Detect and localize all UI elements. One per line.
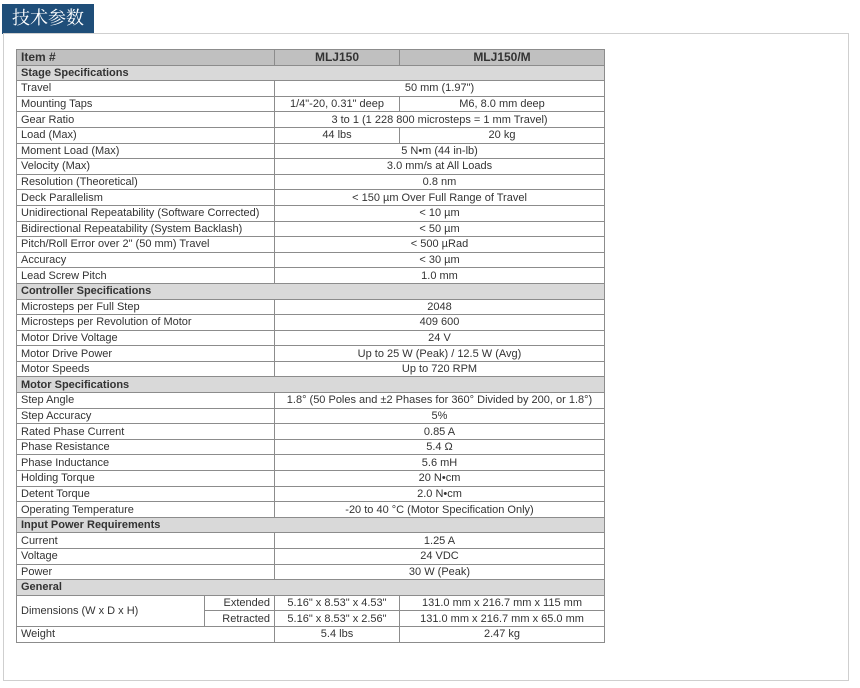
- table-row: [17, 595, 605, 611]
- row-label: Step Accuracy: [17, 408, 275, 424]
- section-header-row: [17, 283, 605, 299]
- cell-mlj150: 5.16" x 8.53" x 4.53": [275, 595, 400, 611]
- header-item: Item #: [17, 50, 275, 66]
- cell-shared: < 50 µm: [275, 221, 605, 237]
- cell-shared: < 150 µm Over Full Range of Travel: [275, 190, 605, 206]
- row-label: Lead Screw Pitch: [17, 268, 275, 284]
- cell-shared: 5.6 mH: [275, 455, 605, 471]
- table-row: [17, 502, 605, 518]
- table-row: [17, 315, 605, 331]
- table-row: [17, 361, 605, 377]
- cell-shared: 24 V: [275, 330, 605, 346]
- extended-label: Extended: [205, 595, 275, 611]
- section-title: Motor Specifications: [17, 377, 605, 393]
- cell-shared: 1.0 mm: [275, 268, 605, 284]
- cell-shared: < 500 µRad: [275, 237, 605, 253]
- cell-shared: 3 to 1 (1 228 800 microsteps = 1 mm Travel): [275, 112, 605, 128]
- table-row: [17, 112, 605, 128]
- table-row: [17, 424, 605, 440]
- cell-mlj150m: 20 kg: [400, 127, 605, 143]
- table-row: [17, 455, 605, 471]
- table-row: [17, 205, 605, 221]
- cell-shared: 20 N•cm: [275, 471, 605, 487]
- cell-shared: < 30 µm: [275, 252, 605, 268]
- retracted-label: Retracted: [205, 611, 275, 627]
- table-row: [17, 190, 605, 206]
- section-title: General: [17, 580, 605, 596]
- row-label: Detent Torque: [17, 486, 275, 502]
- row-label: Load (Max): [17, 127, 275, 143]
- row-label: Motor Drive Voltage: [17, 330, 275, 346]
- table-row: [17, 174, 605, 190]
- table-row: [17, 237, 605, 253]
- row-label: Velocity (Max): [17, 159, 275, 175]
- row-label: Step Angle: [17, 393, 275, 409]
- cell-shared: 3.0 mm/s at All Loads: [275, 159, 605, 175]
- row-label: Unidirectional Repeatability (Software Corrected): [17, 205, 275, 221]
- table-row: [17, 330, 605, 346]
- cell-shared: 5 N•m (44 in-lb): [275, 143, 605, 159]
- cell-shared: 50 mm (1.97"): [275, 81, 605, 97]
- section-title: Controller Specifications: [17, 283, 605, 299]
- cell-shared: -20 to 40 °C (Motor Specification Only): [275, 502, 605, 518]
- row-label: Phase Inductance: [17, 455, 275, 471]
- row-label: Motor Speeds: [17, 361, 275, 377]
- table-row: [17, 143, 605, 159]
- cell-mlj150: 1/4"-20, 0.31" deep: [275, 96, 400, 112]
- row-label: Mounting Taps: [17, 96, 275, 112]
- table-row: [17, 408, 605, 424]
- row-label: Operating Temperature: [17, 502, 275, 518]
- cell-mlj150: 5.4 lbs: [275, 626, 400, 642]
- cell-mlj150: 5.16" x 8.53" x 2.56": [275, 611, 400, 627]
- table-row: [17, 252, 605, 268]
- cell-shared: 1.8° (50 Poles and ±2 Phases for 360° Divided by 200, or 1.8°): [275, 393, 605, 409]
- cell-shared: 0.85 A: [275, 424, 605, 440]
- row-label: Phase Resistance: [17, 439, 275, 455]
- section-header-row: [17, 580, 605, 596]
- table-row: [17, 299, 605, 315]
- table-row: [17, 346, 605, 362]
- table-row: [17, 486, 605, 502]
- table-row: [17, 439, 605, 455]
- row-label: Bidirectional Repeatability (System Backlash): [17, 221, 275, 237]
- section-header-row: [17, 517, 605, 533]
- table-row: [17, 268, 605, 284]
- header-mlj150m: MLJ150/M: [400, 50, 605, 66]
- table-row: [17, 564, 605, 580]
- cell-shared: 0.8 nm: [275, 174, 605, 190]
- cell-mlj150: 44 lbs: [275, 127, 400, 143]
- row-label: Resolution (Theoretical): [17, 174, 275, 190]
- cell-mlj150m: 131.0 mm x 216.7 mm x 115 mm: [400, 595, 605, 611]
- table-row: [17, 96, 605, 112]
- table-row: [17, 81, 605, 97]
- cell-shared: Up to 25 W (Peak) / 12.5 W (Avg): [275, 346, 605, 362]
- spec-table: [16, 49, 605, 643]
- row-label: Holding Torque: [17, 471, 275, 487]
- table-row: [17, 549, 605, 565]
- header-mlj150: MLJ150: [275, 50, 400, 66]
- row-label: Voltage: [17, 549, 275, 565]
- row-label: Gear Ratio: [17, 112, 275, 128]
- section-header-row: [17, 65, 605, 81]
- row-label: Pitch/Roll Error over 2" (50 mm) Travel: [17, 237, 275, 253]
- cell-shared: 5%: [275, 408, 605, 424]
- row-label: Motor Drive Power: [17, 346, 275, 362]
- cell-shared: Up to 720 RPM: [275, 361, 605, 377]
- table-row: [17, 533, 605, 549]
- cell-shared: 5.4 Ω: [275, 439, 605, 455]
- table-header-row: [17, 50, 605, 66]
- table-row: [17, 159, 605, 175]
- cell-mlj150m: M6, 8.0 mm deep: [400, 96, 605, 112]
- table-row: [17, 393, 605, 409]
- row-label: Deck Parallelism: [17, 190, 275, 206]
- cell-shared: 1.25 A: [275, 533, 605, 549]
- cell-mlj150m: 2.47 kg: [400, 626, 605, 642]
- row-label: Rated Phase Current: [17, 424, 275, 440]
- row-label: Accuracy: [17, 252, 275, 268]
- table-row: [17, 127, 605, 143]
- cell-shared: 409 600: [275, 315, 605, 331]
- section-title: Stage Specifications: [17, 65, 605, 81]
- row-label: Moment Load (Max): [17, 143, 275, 159]
- dimensions-label: Dimensions (W x D x H): [17, 595, 205, 626]
- section-header-row: [17, 377, 605, 393]
- cell-shared: 30 W (Peak): [275, 564, 605, 580]
- row-label: Weight: [17, 626, 275, 642]
- row-label: Power: [17, 564, 275, 580]
- table-row: [17, 221, 605, 237]
- row-label: Microsteps per Revolution of Motor: [17, 315, 275, 331]
- page-title: 技术参数: [2, 4, 94, 34]
- cell-shared: < 10 µm: [275, 205, 605, 221]
- cell-shared: 24 VDC: [275, 549, 605, 565]
- row-label: Travel: [17, 81, 275, 97]
- row-label: Microsteps per Full Step: [17, 299, 275, 315]
- table-row: [17, 471, 605, 487]
- cell-shared: 2.0 N•cm: [275, 486, 605, 502]
- cell-shared: 2048: [275, 299, 605, 315]
- row-label: Current: [17, 533, 275, 549]
- table-row: [17, 626, 605, 642]
- cell-mlj150m: 131.0 mm x 216.7 mm x 65.0 mm: [400, 611, 605, 627]
- section-title: Input Power Requirements: [17, 517, 605, 533]
